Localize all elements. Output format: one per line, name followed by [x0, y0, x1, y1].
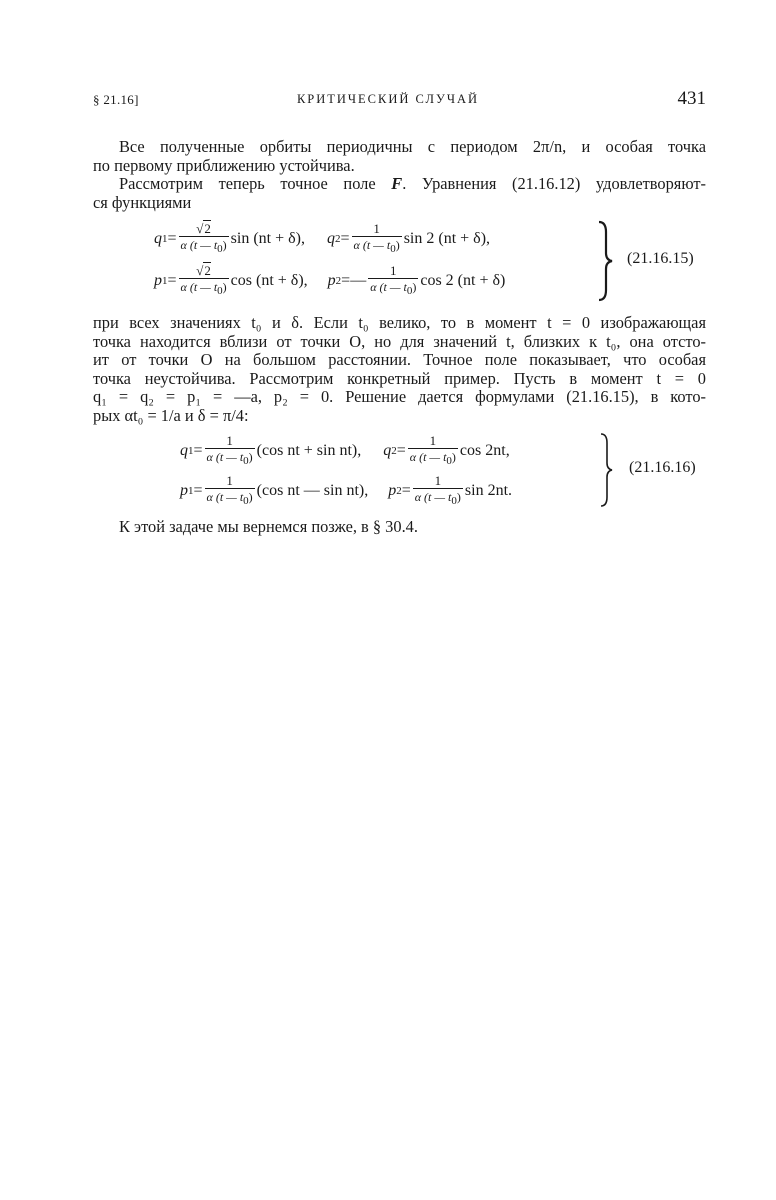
- right-brace-icon: [598, 432, 616, 508]
- equation-row: q 1 = $\frac{1}{\alpha (t — t0)}$ (cos nt + sin nt), q 2 = $\frac{1}{\alpha (t — t0)}$ cos 2nt,: [180, 433, 510, 467]
- equation-number: (21.16.16): [629, 459, 696, 476]
- text-line: точка находится вблизи от точки O, но для значений t, близких к t₀, она отсто-: [93, 331, 706, 351]
- equation-number: (21.16.15): [627, 250, 694, 267]
- text-line: по первому приближению устойчива.: [93, 155, 355, 175]
- text-line: Рассмотрим теперь точное поле F. Уравнения (21.16.12) удовлетворяют-: [119, 174, 706, 193]
- text-line: при всех значениях t₀ и δ. Если t₀ велико, то в момент t = 0 изображающая: [93, 313, 706, 332]
- text-line: ся функциями: [93, 192, 192, 212]
- text-line: ит от точки O на большом расстоянии. Точное поле показывает, что особая: [93, 350, 706, 369]
- equation-row: p 1 = $\frac{1}{\alpha (t — t0)}$ (cos nt — sin nt), p 2 = $\frac{1}{\alpha (t — t0)}$ sin 2nt.: [180, 473, 513, 507]
- page-number: 431: [677, 88, 706, 109]
- equation-row: p 1 = $\frac{√2}{\alpha (t — t0)}$ cos (nt + δ), p 2 = — $\frac{1}{\alpha (t — t0)}$ cos 2 (nt + δ): [154, 263, 506, 297]
- equation-row: q 1 = $\frac{√2}{\alpha (t — t0)}$ sin (nt + δ), q 2 = $\frac{1}{\alpha (t — t0)}$ sin 2 (nt + δ),: [154, 221, 491, 255]
- text-line: Все полученные орбиты периодичны с периодом 2π/n, и особая точка: [119, 137, 706, 156]
- text-line: точка неустойчива. Рассмотрим конкретный пример. Пусть в момент t = 0: [93, 368, 706, 388]
- text-line: К этой задаче мы вернемся позже, в § 30.4.: [119, 517, 418, 536]
- paragraph-closing: [93, 518, 706, 537]
- running-title: КРИТИЧЕСКИЙ СЛУЧАЙ: [296, 92, 480, 106]
- text-line: рых αt₀ = 1/a и δ = π/4:: [93, 405, 249, 425]
- text-line: q₁ = q₂ = p₁ = —a, p₂ = 0. Решение дается формулами (21.16.15), в кото-: [93, 387, 706, 406]
- section-ref: § 21.16]: [93, 92, 139, 107]
